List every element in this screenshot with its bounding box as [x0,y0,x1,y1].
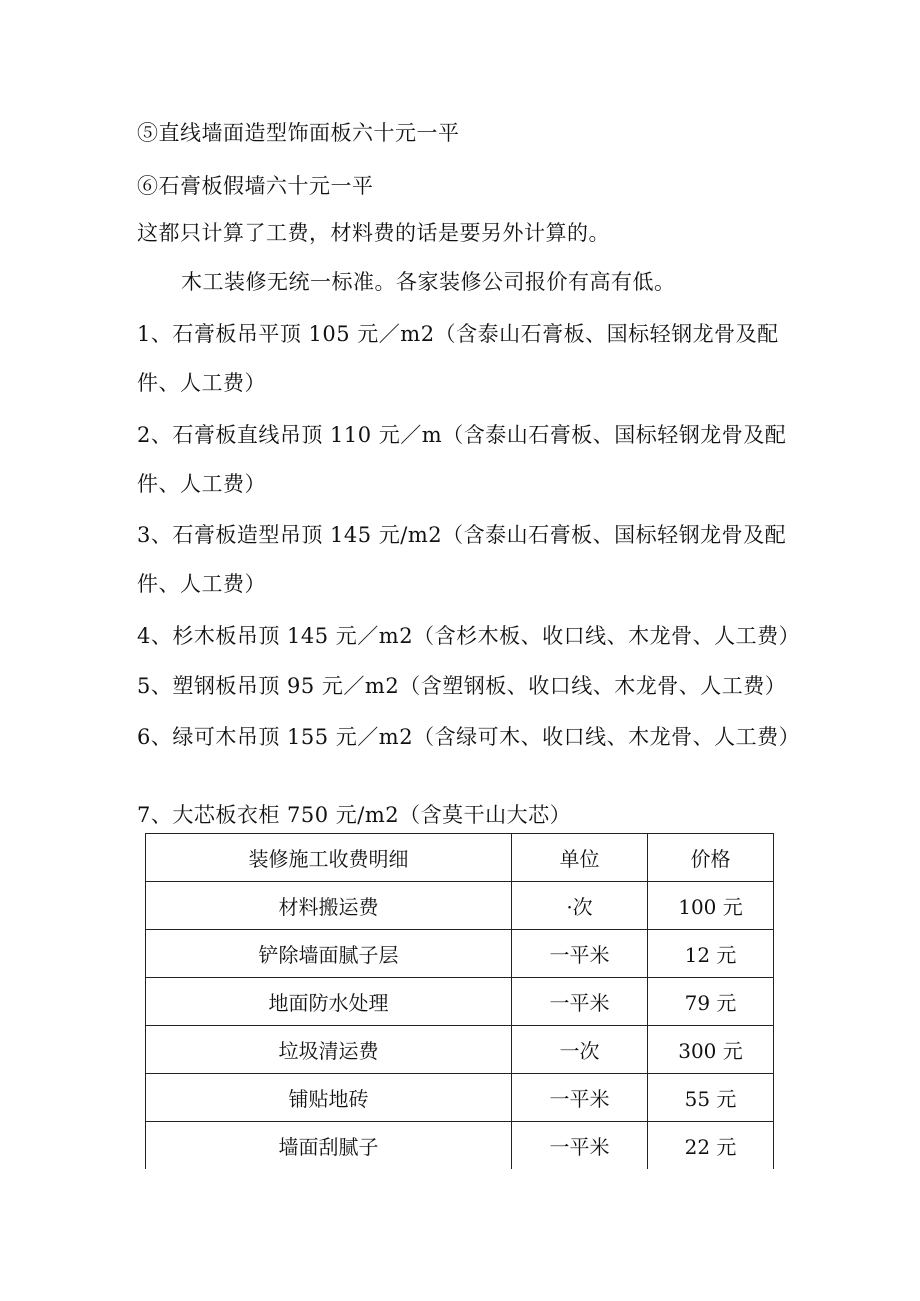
price-item-3-line1: 3、石膏板造型吊顶 145 元/m2（含泰山石膏板、国标轻钢龙骨及配 [137,523,787,547]
cell-item-name: 地面防水处理 [146,978,512,1026]
price-item-5: 5、塑钢板吊顶 95 元／m2（含塑钢板、收口线、木龙骨、人工费） [137,674,787,698]
table-row [146,1074,774,1122]
header-item-name: 装修施工收费明细 [146,834,512,882]
price-item-1-line2: 件、人工费） [137,371,266,395]
cell-price: 100 元 [648,882,774,930]
paragraph-labor-note: 这都只计算了工费，材料费的话是要另外计算的。 [137,221,610,245]
paragraph-item-5: ⑤直线墙面造型饰面板六十元一平 [137,121,460,145]
price-item-2-line1: 2、石膏板直线吊顶 110 元／m（含泰山石膏板、国标轻钢龙骨及配 [137,423,787,447]
price-item-6: 6、绿可木吊顶 155 元／m2（含绿可木、收口线、木龙骨、人工费） [137,725,801,749]
cell-unit: 一次 [512,1026,648,1074]
cell-price: 12 元 [648,930,774,978]
paragraph-carpentry-intro: 木工装修无统一标准。各家装修公司报价有高有低。 [181,270,676,294]
cell-price: 79 元 [648,978,774,1026]
cell-unit: 一平米 [512,978,648,1026]
paragraph-item-6: ⑥石膏板假墙六十元一平 [137,174,374,198]
cell-price: 55 元 [648,1074,774,1122]
cell-price: 22 元 [648,1122,774,1170]
table-header-row [146,834,774,882]
cell-unit: 一平米 [512,1122,648,1170]
table-row [146,1026,774,1074]
price-item-1-line1: 1、石膏板吊平顶 105 元／m2（含泰山石膏板、国标轻钢龙骨及配 [137,322,779,346]
price-item-4: 4、杉木板吊顶 145 元／m2（含杉木板、收口线、木龙骨、人工费） [137,624,801,648]
header-price: 价格 [648,834,774,882]
price-item-3-line2: 件、人工费） [137,572,266,596]
cell-item-name: 墙面刮腻子 [146,1122,512,1170]
price-item-7: 7、大芯板衣柜 750 元/m2（含莫干山大芯） [137,803,572,827]
cell-item-name: 铺贴地砖 [146,1074,512,1122]
table-row [146,930,774,978]
cell-price: 300 元 [648,1026,774,1074]
cell-unit: 一平米 [512,1074,648,1122]
table-row [146,978,774,1026]
fee-table [145,833,774,1169]
cell-item-name: 材料搬运费 [146,882,512,930]
header-unit: 单位 [512,834,648,882]
table-row [146,1122,774,1170]
cell-item-name: 垃圾清运费 [146,1026,512,1074]
cell-item-name: 铲除墙面腻子层 [146,930,512,978]
cell-unit: 一平米 [512,930,648,978]
cell-unit: ·次 [512,882,648,930]
table-row [146,882,774,930]
price-item-2-line2: 件、人工费） [137,472,266,496]
